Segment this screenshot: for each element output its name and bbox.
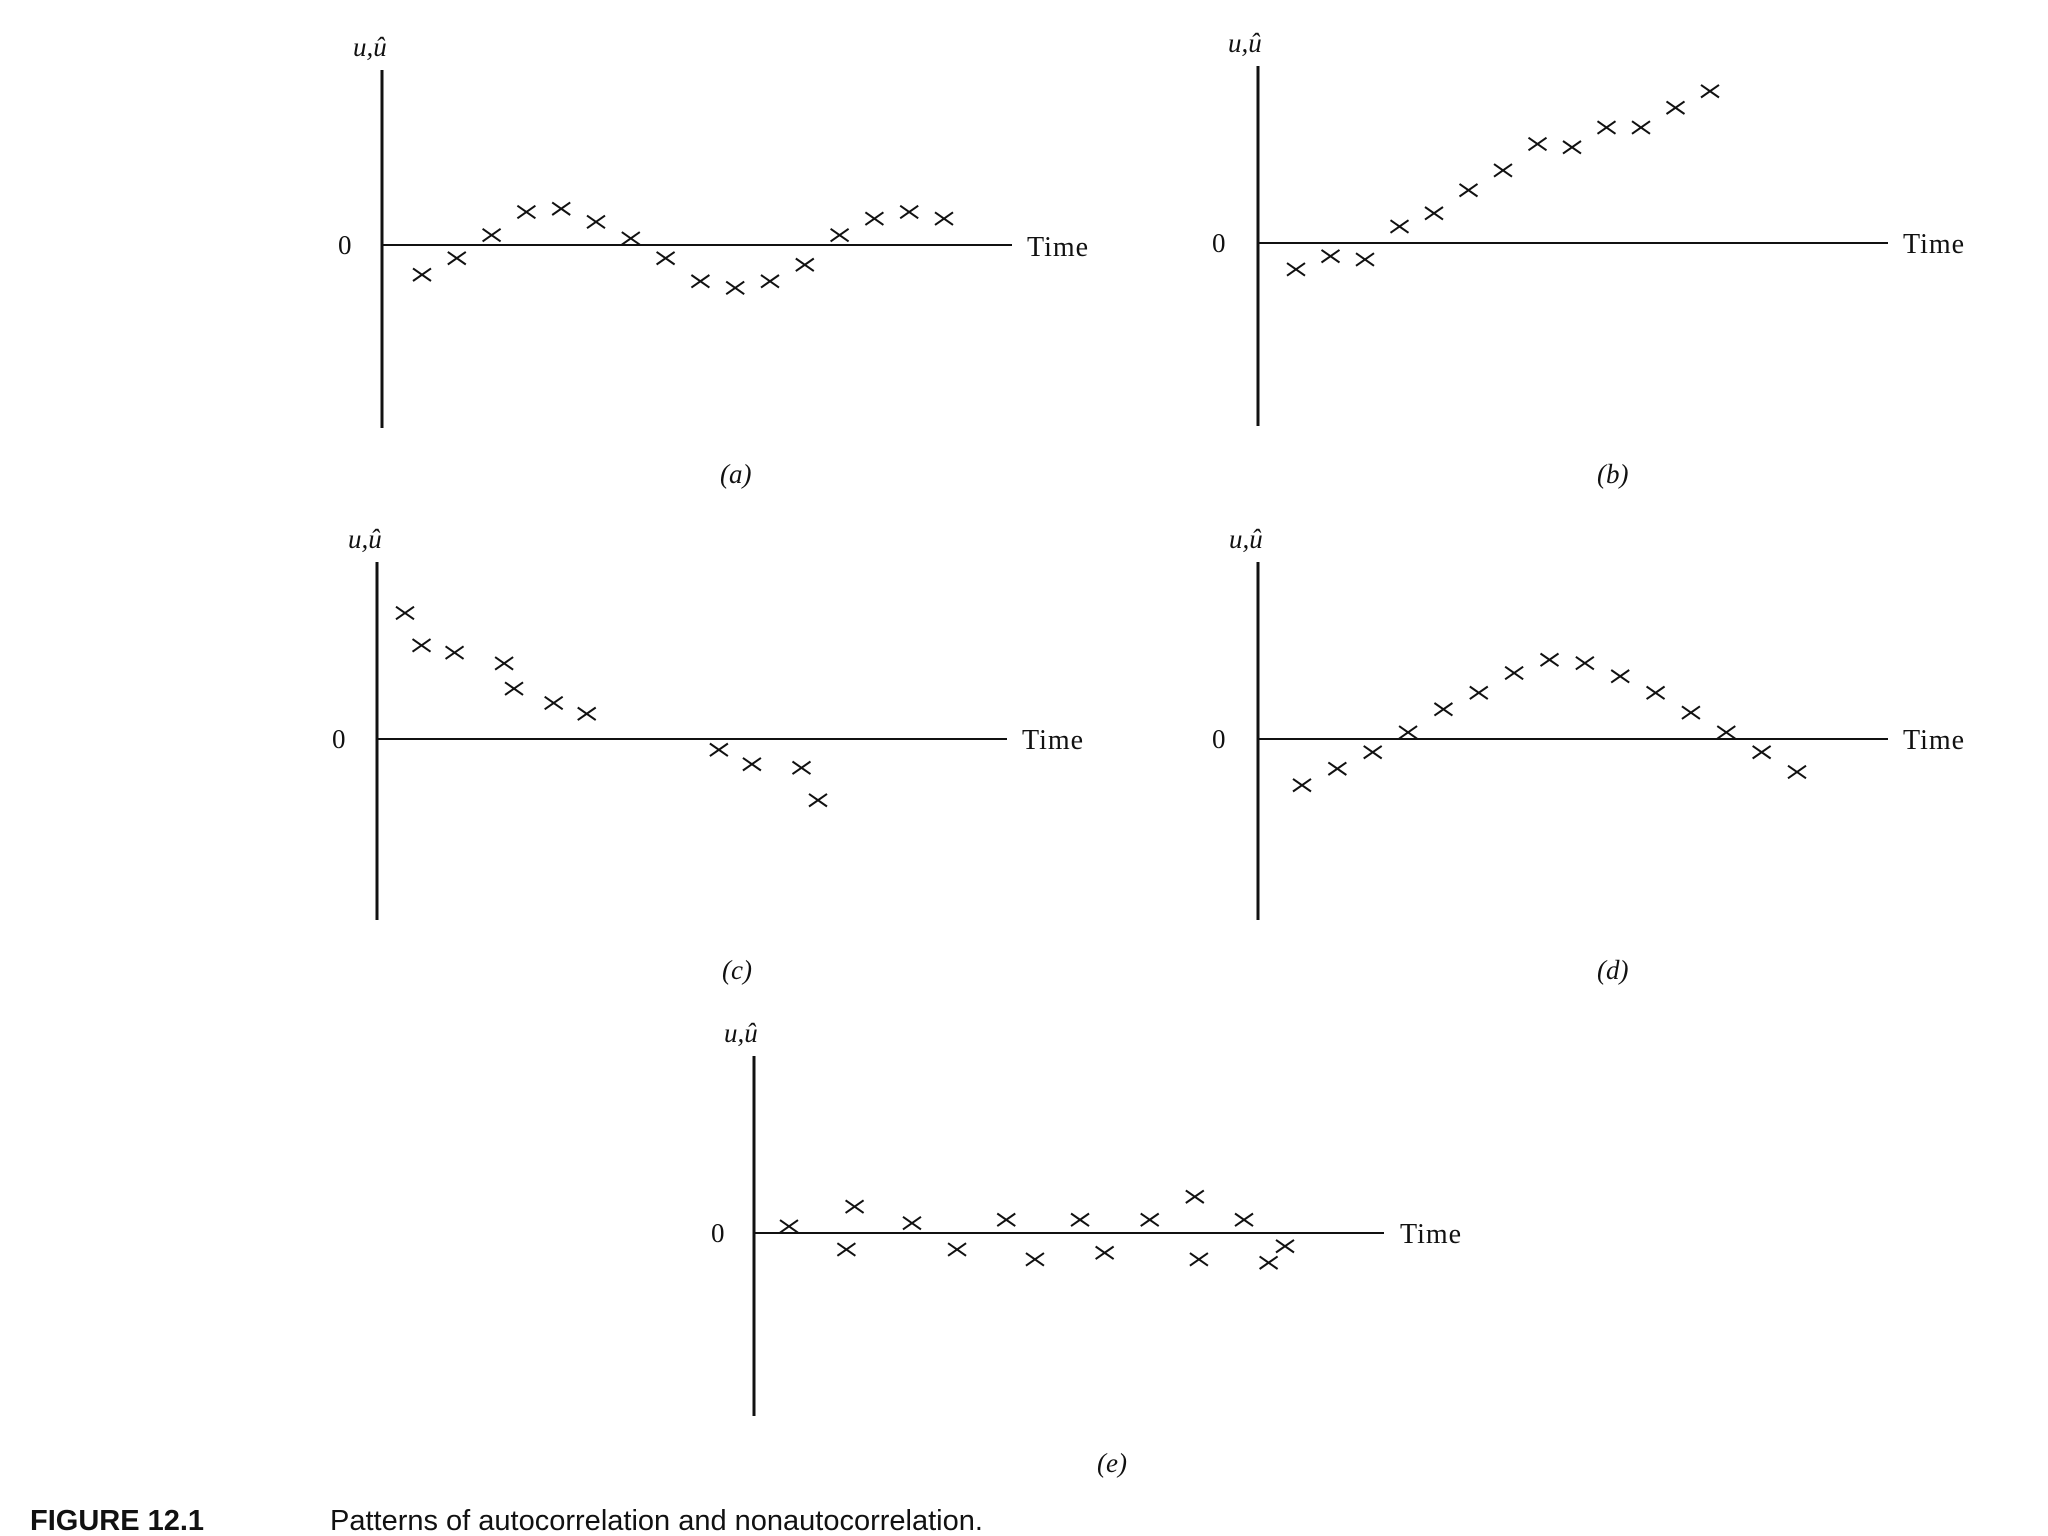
data-point xyxy=(1328,762,1346,775)
data-point xyxy=(1186,1190,1204,1203)
data-point xyxy=(900,206,918,219)
data-point xyxy=(657,252,675,265)
data-point xyxy=(1576,657,1594,670)
data-point xyxy=(1632,121,1650,134)
data-point xyxy=(1701,85,1719,98)
data-point xyxy=(865,212,883,225)
data-point xyxy=(1322,250,1340,263)
panel-label: (a) xyxy=(720,459,752,489)
data-points xyxy=(780,1190,1294,1269)
data-point xyxy=(1141,1214,1159,1227)
zero-tick-label: 0 xyxy=(1212,724,1226,754)
data-point xyxy=(1717,726,1735,739)
figure-caption: Patterns of autocorrelation and nonautocorrelation. xyxy=(330,1505,983,1536)
data-point xyxy=(446,646,464,659)
data-point xyxy=(935,212,953,225)
data-point xyxy=(622,232,640,245)
data-points xyxy=(1287,85,1719,276)
data-points xyxy=(396,607,827,807)
data-point xyxy=(587,216,605,229)
data-point xyxy=(1682,706,1700,719)
data-point xyxy=(1391,220,1409,233)
data-points xyxy=(413,202,953,294)
data-point xyxy=(1287,263,1305,276)
data-point xyxy=(1235,1214,1253,1227)
data-point xyxy=(517,206,535,219)
data-point xyxy=(903,1217,921,1230)
data-point xyxy=(1647,687,1665,700)
data-point xyxy=(396,607,414,620)
x-axis-label: Time xyxy=(1022,725,1085,756)
panel-c xyxy=(332,524,1084,985)
data-points xyxy=(1293,654,1806,792)
data-point xyxy=(1598,121,1616,134)
data-point xyxy=(997,1214,1015,1227)
data-point xyxy=(1505,667,1523,680)
zero-tick-label: 0 xyxy=(338,230,352,260)
data-point xyxy=(743,758,761,771)
data-point xyxy=(1096,1247,1114,1260)
panel-label: (d) xyxy=(1597,955,1629,985)
data-point xyxy=(1399,726,1417,739)
panel-label: (e) xyxy=(1097,1448,1127,1478)
data-point xyxy=(413,268,431,281)
data-point xyxy=(1425,207,1443,220)
data-point xyxy=(1356,253,1374,266)
x-axis-label: Time xyxy=(1027,232,1090,263)
data-point xyxy=(545,697,563,710)
data-point xyxy=(578,708,596,721)
data-point xyxy=(710,744,728,757)
x-axis-label: Time xyxy=(1903,725,1966,756)
data-point xyxy=(495,657,513,670)
data-point xyxy=(413,639,431,652)
data-point xyxy=(831,229,849,242)
data-point xyxy=(761,275,779,288)
data-point xyxy=(1470,687,1488,700)
data-point xyxy=(552,202,570,215)
zero-tick-label: 0 xyxy=(711,1218,725,1248)
data-point xyxy=(846,1200,864,1213)
panel-d xyxy=(1212,524,1965,985)
y-axis-label: u,û xyxy=(348,524,382,554)
data-point xyxy=(1494,164,1512,177)
data-point xyxy=(483,229,501,242)
data-point xyxy=(948,1243,966,1256)
x-axis-label: Time xyxy=(1400,1219,1463,1250)
data-point xyxy=(448,252,466,265)
data-point xyxy=(792,762,810,775)
data-point xyxy=(505,682,523,695)
panel-label: (c) xyxy=(722,955,752,985)
data-point xyxy=(796,259,814,272)
x-axis-label: Time xyxy=(1903,229,1966,260)
panel-a xyxy=(338,32,1089,489)
data-point xyxy=(1563,141,1581,154)
data-point xyxy=(1364,746,1382,759)
data-point xyxy=(1434,703,1452,716)
data-point xyxy=(726,282,744,295)
data-point xyxy=(1611,670,1629,683)
data-point xyxy=(1071,1214,1089,1227)
data-point xyxy=(1541,654,1559,667)
data-point xyxy=(809,794,827,807)
y-axis-label: u,û xyxy=(724,1018,758,1048)
data-point xyxy=(1753,746,1771,759)
data-point xyxy=(1276,1240,1294,1253)
y-axis-label: u,û xyxy=(1228,28,1262,58)
data-point xyxy=(691,275,709,288)
data-point xyxy=(1788,766,1806,779)
figure-number: FIGURE 12.1 xyxy=(30,1505,205,1536)
data-point xyxy=(780,1220,798,1233)
data-point xyxy=(1293,779,1311,792)
panel-b xyxy=(1212,28,1965,489)
data-point xyxy=(1460,184,1478,197)
y-axis-label: u,û xyxy=(1229,524,1263,554)
y-axis-label: u,û xyxy=(353,32,387,62)
data-point xyxy=(837,1243,855,1256)
data-point xyxy=(1260,1256,1278,1269)
zero-tick-label: 0 xyxy=(1212,228,1226,258)
panel-label: (b) xyxy=(1597,459,1629,489)
panel-e xyxy=(711,1018,1462,1478)
data-point xyxy=(1529,138,1547,151)
data-point xyxy=(1190,1253,1208,1266)
data-point xyxy=(1026,1253,1044,1266)
data-point xyxy=(1667,101,1685,114)
zero-tick-label: 0 xyxy=(332,724,346,754)
